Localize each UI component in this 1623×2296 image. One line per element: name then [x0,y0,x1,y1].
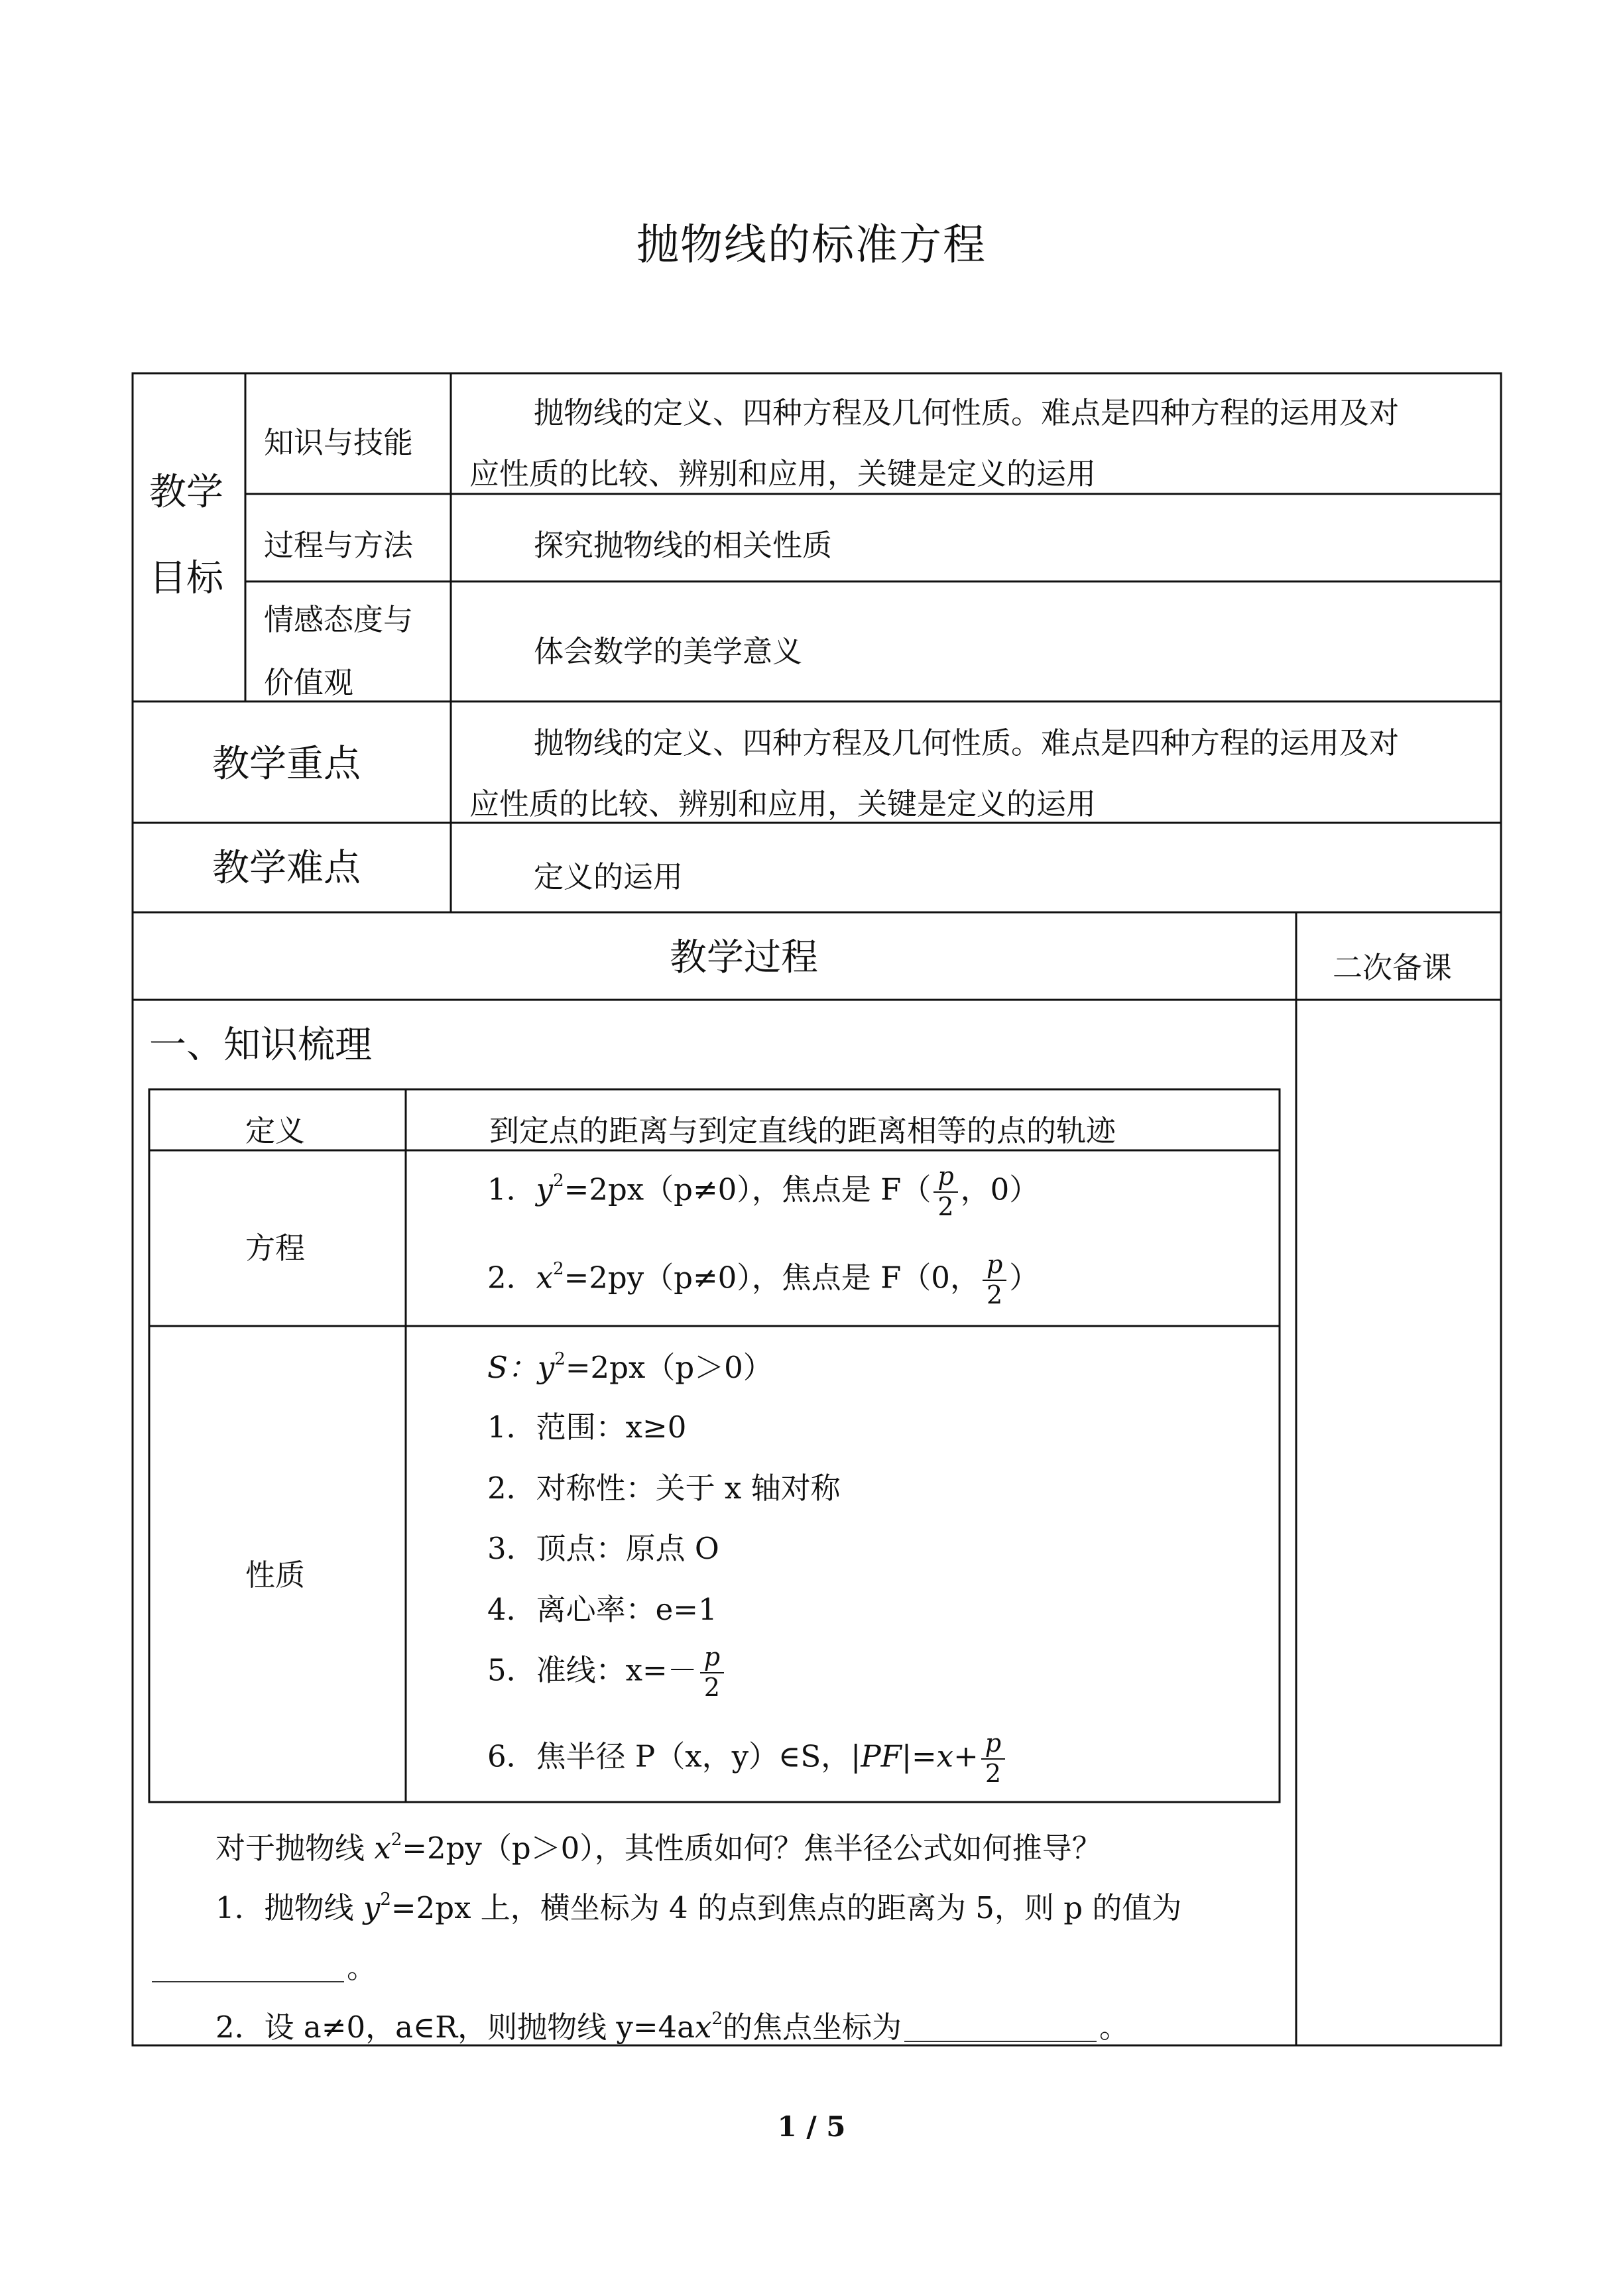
exercise-1: 1．抛物线 $y^2=2px$ 上，横坐标为 4 的点到焦点的距离为 5，则 p 的值为 [215,1890,1182,1925]
definition-text: 到定点的距离与到定直线的距离相等的点的轨迹 [489,1113,1116,1148]
property-label: 性质 [245,1557,306,1593]
emotion-label-line2: 价值观 [264,665,354,700]
objectives-label-line1: 教学 [149,471,223,514]
page-number: 1 / 5 [777,2110,846,2143]
knowledge-text-line2: 应性质的比较、辨别和应用，关键是定义的运用 [469,456,1097,491]
equation-label: 方程 [245,1231,306,1266]
difficulties-text: 定义的运用 [534,859,684,894]
fraction: $\frac{p}{2}$ [933,1164,957,1221]
property-item-range: 1．范围：x≥0 [487,1410,687,1445]
equation-2: 2．$x^2=2py(p\ne 0)$，焦点是 F（0， $\frac{p}{2}$ ） [487,1250,1040,1309]
second-prep-header: 二次备课 [1333,950,1453,985]
exercise-1-answer: 。 [149,1953,377,1982]
answer-blank[interactable] [152,1955,344,1982]
knowledge-label: 知识与技能 [264,425,414,460]
emotion-label-line1: 情感态度与 [264,602,414,637]
property-item-symmetry: 2．对称性：关于 x 轴对称 [487,1471,841,1506]
fraction: $\frac{p}{2}$ [700,1644,724,1701]
property-item-focal-radius: 6．焦半径 P（x，y）∈S，|PF|=x+ $\frac{p}{2}$ [487,1730,1008,1787]
page-title: 抛物线的标准方程 [636,221,987,270]
process-header: 教学过程 [670,936,818,979]
objectives-label-line2: 目标 [149,557,223,600]
property-item-directrix: 5．准线：x=－ $\frac{p}{2}$ [487,1644,727,1701]
fraction: $\frac{p}{2}$ [983,1252,1006,1309]
equation-1: 1．$y^2=2px(p\ne 0)$，焦点是 F（ $\frac{p}{2}$ ，0） [487,1162,1040,1221]
knowledge-text-line1: 抛物线的定义、四种方程及几何性质。难点是四种方程的运用及对 [534,395,1400,430]
key-points-text-line1: 抛物线的定义、四种方程及几何性质。难点是四种方程的运用及对 [534,725,1400,760]
property-intro: S：$y^2=2px(p>0)$ [487,1349,773,1385]
key-points-label: 教学重点 [212,743,361,786]
fraction: $\frac{p}{2}$ [981,1730,1005,1787]
question-text: 对于抛物线 $x^2=2py(p>0)$，其性质如何？焦半径公式如何推导？ [215,1830,1102,1866]
key-points-text-line2: 应性质的比较、辨别和应用，关键是定义的运用 [469,786,1097,821]
answer-blank[interactable] [904,2014,1097,2042]
property-item-vertex: 3．顶点：原点 O [487,1531,719,1566]
difficulties-label: 教学难点 [212,847,361,890]
section-heading: 一、知识梳理 [149,1024,372,1067]
process-label: 过程与方法 [264,528,414,563]
definition-label: 定义 [245,1113,306,1148]
exercise-2: 2．设 a≠0，a∈R，则抛物线 $y=4ax^2$的焦点坐标为 。 [215,2009,1129,2045]
process-text: 探究抛物线的相关性质 [534,528,833,563]
emotion-text: 体会数学的美学意义 [534,634,803,669]
property-item-eccentricity: 4．离心率：e=1 [487,1592,717,1627]
